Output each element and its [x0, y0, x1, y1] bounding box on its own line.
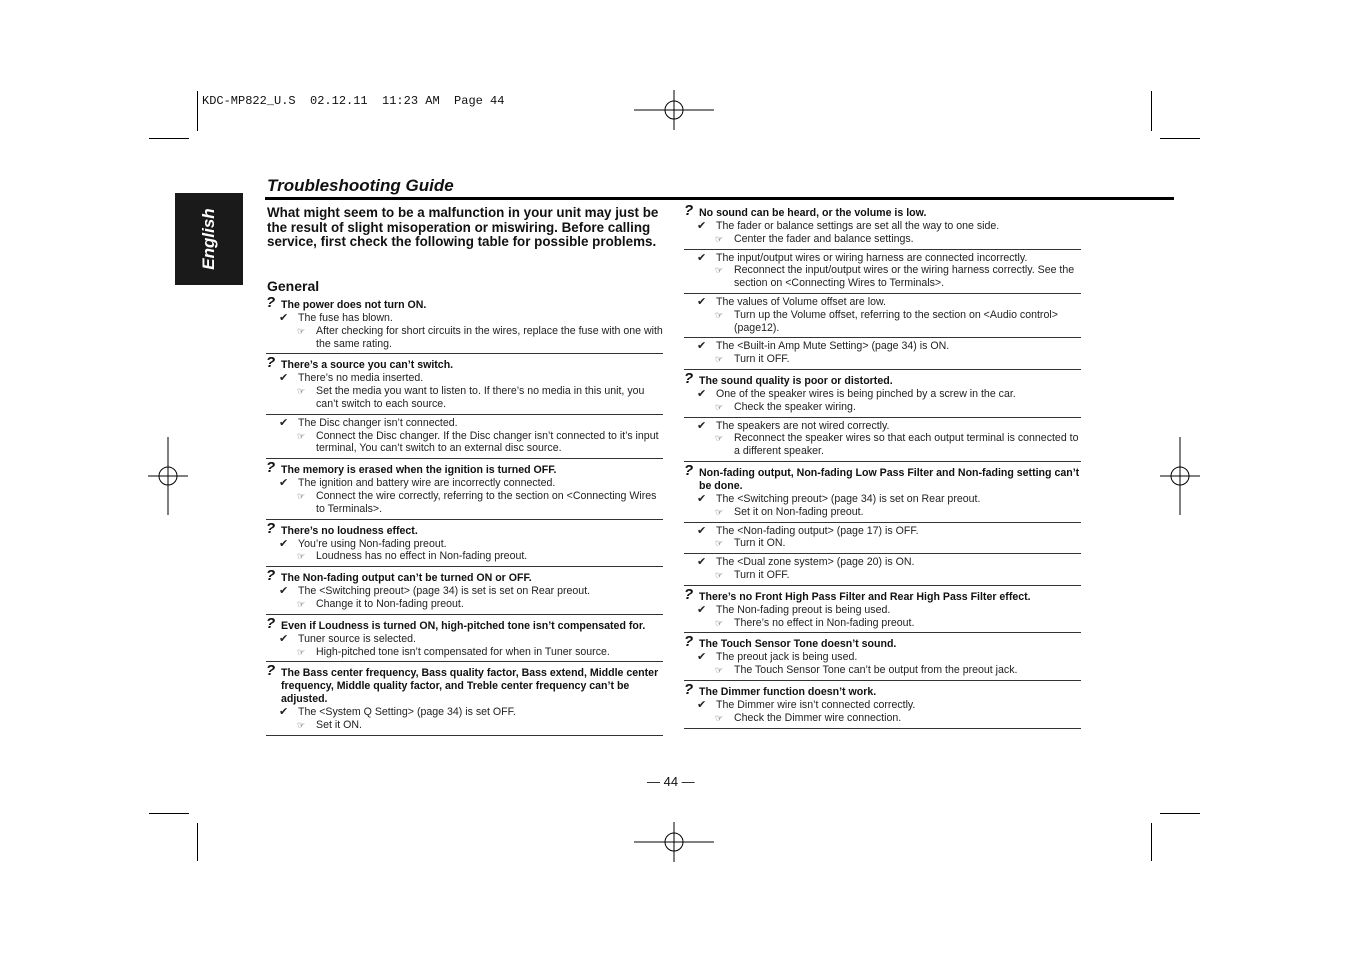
problem-block — [266, 459, 663, 519]
cause-remedy-pair — [684, 417, 1081, 458]
remedy-text: Turn it OFF. — [734, 353, 790, 366]
problem-question-text: No sound can be heard, or the volume is low. — [699, 207, 927, 219]
cause-text: The fuse has blown. — [298, 312, 393, 324]
pointing-hand-icon: ☞ — [715, 309, 724, 320]
cause-line — [266, 312, 663, 325]
cause-line — [684, 388, 1081, 401]
cause-remedy-pair — [266, 414, 663, 455]
remedy-line — [684, 432, 1081, 458]
problem-block — [684, 369, 1081, 462]
problem-question-text: The power does not turn ON. — [281, 299, 427, 311]
intro-paragraph: What might seem to be a malfunction in your unit may just be the result of slight misoperation or miswiring. Before calling service, first check the following table for possible problems. — [267, 205, 659, 250]
remedy-line — [684, 353, 1081, 366]
remedy-text: Connect the Disc changer. If the Disc changer isn’t connected to it’s input terminal, You can’t switch to an external disc source. — [316, 429, 659, 455]
problem-question-text: The memory is erased when the ignition is turned OFF. — [281, 464, 557, 477]
cause-remedy-pair — [266, 312, 663, 350]
question-icon: ? — [266, 614, 276, 632]
pointing-hand-icon: ☞ — [715, 712, 724, 723]
problem-question — [684, 369, 1081, 388]
remedy-text: Set the media you want to listen to. If there’s no media in this unit, you can’t switch to each source. — [316, 385, 645, 410]
page-number: — 44 — — [647, 774, 695, 789]
cause-remedy-pair — [266, 706, 663, 732]
cause-text: The <Switching preout> (page 34) is set is set on Rear preout. — [298, 585, 591, 598]
question-icon: ? — [684, 369, 694, 387]
cause-remedy-pair — [684, 651, 1081, 677]
language-tab-label: English — [199, 208, 218, 270]
problem-question — [684, 680, 1081, 699]
remedy-line — [684, 537, 1081, 550]
check-icon: ✔ — [697, 340, 707, 353]
remedy-line — [684, 664, 1081, 677]
remedy-line — [684, 233, 1081, 246]
pointing-hand-icon: ☞ — [715, 538, 724, 549]
problem-question-text: The sound quality is poor or distorted. — [699, 374, 893, 387]
problem-block — [684, 461, 1081, 586]
cause-text: The fader or balance settings are set all the way to one side. — [716, 220, 1000, 232]
cause-remedy-pair — [684, 493, 1081, 519]
remedy-text: Check the Dimmer wire connection. — [734, 711, 902, 724]
problem-question-text: The Dimmer function doesn’t work. — [699, 685, 877, 698]
problem-block — [266, 519, 663, 568]
pointing-hand-icon: ☞ — [297, 490, 306, 501]
page-title: Troubleshooting Guide — [267, 176, 454, 195]
cause-line — [266, 585, 663, 598]
remedy-line — [684, 712, 1081, 725]
problem-question — [266, 459, 663, 477]
pointing-hand-icon: ☞ — [715, 506, 724, 517]
cause-line — [266, 417, 663, 430]
check-icon: ✔ — [279, 632, 289, 645]
remedy-text: Turn up the Volume offset, referring to the section on <Audio control> (page12). — [734, 308, 1058, 334]
question-icon: ? — [684, 585, 694, 603]
check-icon: ✔ — [697, 387, 707, 400]
problem-question-text: The Non-fading output can’t be turned ON or OFF. — [281, 572, 532, 585]
question-icon: ? — [266, 459, 276, 477]
registration-mark-bottom — [634, 822, 714, 862]
remedy-line — [266, 550, 663, 563]
pointing-hand-icon: ☞ — [297, 325, 306, 336]
cause-line — [684, 296, 1081, 309]
language-tab — [175, 193, 243, 285]
cause-line — [684, 340, 1081, 353]
pointing-hand-icon: ☞ — [715, 233, 724, 244]
remedy-line — [684, 569, 1081, 582]
question-icon: ? — [684, 633, 694, 651]
question-icon: ? — [266, 519, 276, 537]
problem-block — [266, 354, 663, 459]
problem-question-text: Even if Loudness is turned ON, high-pitched tone isn’t compensated for. — [281, 619, 646, 632]
cause-line — [684, 556, 1081, 569]
pointing-hand-icon: ☞ — [297, 386, 306, 397]
registration-mark-top — [634, 90, 714, 130]
cause-remedy-pair — [266, 477, 663, 515]
remedy-line — [684, 264, 1081, 290]
remedy-text: Turn it OFF. — [734, 568, 790, 581]
remedy-text: The Touch Sensor Tone can’t be output from the preout jack. — [734, 664, 1018, 677]
pointing-hand-icon: ☞ — [715, 569, 724, 580]
problem-question — [266, 294, 663, 312]
remedy-line — [266, 430, 663, 456]
problem-question — [266, 567, 663, 585]
pointing-hand-icon: ☞ — [715, 433, 724, 444]
problem-block — [266, 662, 663, 736]
remedy-text: High-pitched tone isn’t compensated for when in Tuner source. — [316, 645, 610, 658]
cause-text: The <Switching preout> (page 34) is set on Rear preout. — [716, 492, 981, 505]
cause-text: The values of Volume offset are low. — [716, 295, 886, 308]
registration-mark-right — [1160, 437, 1200, 515]
left-column — [266, 294, 663, 741]
cause-line — [684, 493, 1081, 506]
remedy-line — [684, 617, 1081, 630]
cause-remedy-pair — [684, 522, 1081, 551]
cause-remedy-pair — [684, 337, 1081, 366]
problem-question — [684, 461, 1081, 493]
cause-text: The <Dual zone system> (page 20) is ON. — [716, 556, 915, 569]
remedy-line — [266, 385, 663, 411]
pointing-hand-icon: ☞ — [297, 430, 306, 441]
cause-text: Tuner source is selected. — [298, 632, 416, 645]
check-icon: ✔ — [697, 251, 707, 264]
cause-line — [684, 420, 1081, 433]
cause-line — [684, 252, 1081, 265]
remedy-line — [684, 309, 1081, 335]
remedy-text: There’s no effect in Non-fading preout. — [734, 616, 915, 629]
cause-text: One of the speaker wires is being pinched by a screw in the car. — [716, 387, 1016, 400]
check-icon: ✔ — [279, 585, 289, 598]
check-icon: ✔ — [697, 556, 707, 569]
cause-line — [684, 604, 1081, 617]
problem-block — [266, 614, 663, 663]
remedy-text: Reconnect the speaker wires so that each output terminal is connected to a different speaker. — [734, 432, 1079, 458]
pointing-hand-icon: ☞ — [297, 551, 306, 562]
print-slug: KDC-MP822_U.S 02.12.11 11:23 AM Page 44 — [202, 94, 505, 108]
cause-remedy-pair — [684, 604, 1081, 630]
cause-text: The <System Q Setting> (page 34) is set OFF. — [298, 706, 516, 719]
cause-remedy-pair — [266, 538, 663, 564]
pointing-hand-icon: ☞ — [297, 598, 306, 609]
cause-text: The <Non-fading output> (page 17) is OFF. — [716, 524, 919, 537]
pointing-hand-icon: ☞ — [715, 354, 724, 365]
check-icon: ✔ — [697, 651, 707, 664]
check-icon: ✔ — [279, 312, 289, 324]
cause-remedy-pair — [266, 585, 663, 611]
cause-text: The input/output wires or wiring harness are connected incorrectly. — [716, 251, 1028, 264]
check-icon: ✔ — [697, 698, 707, 711]
problem-question — [266, 614, 663, 633]
remedy-text: Set it on Non-fading preout. — [734, 505, 864, 518]
remedy-text: Check the speaker wiring. — [734, 400, 856, 413]
pointing-hand-icon: ☞ — [715, 665, 724, 676]
check-icon: ✔ — [697, 295, 707, 308]
pointing-hand-icon: ☞ — [715, 617, 724, 628]
check-icon: ✔ — [279, 416, 289, 429]
registration-mark-left — [148, 437, 188, 515]
section-heading: General — [267, 278, 320, 294]
problem-block — [684, 680, 1081, 729]
cause-line — [684, 651, 1081, 664]
question-icon: ? — [266, 354, 276, 372]
cause-line — [266, 633, 663, 646]
cause-line — [684, 220, 1081, 233]
remedy-text: Set it ON. — [316, 719, 362, 732]
cause-remedy-pair — [684, 220, 1081, 246]
problem-question — [684, 585, 1081, 604]
problem-question-text: There’s no loudness effect. — [281, 524, 418, 537]
cause-remedy-pair — [266, 633, 663, 659]
question-icon: ? — [266, 294, 276, 311]
problem-question — [266, 519, 663, 538]
cause-line — [266, 706, 663, 719]
problem-question-text: There’s no Front High Pass Filter and Rear High Pass Filter effect. — [699, 590, 1031, 603]
cause-text: The Non-fading preout is being used. — [716, 603, 891, 616]
problem-question-text: There’s a source you can’t switch. — [281, 359, 454, 372]
cause-remedy-pair — [684, 553, 1081, 582]
remedy-text: Change it to Non-fading preout. — [316, 597, 464, 610]
question-icon: ? — [684, 461, 694, 479]
remedy-text: Turn it ON. — [734, 537, 786, 550]
remedy-line — [684, 401, 1081, 414]
cause-text: The ignition and battery wire are incorrectly connected. — [298, 477, 556, 490]
remedy-text: Center the fader and balance settings. — [734, 232, 914, 245]
cause-remedy-pair — [684, 699, 1081, 725]
cause-line — [684, 699, 1081, 712]
cause-remedy-pair — [684, 293, 1081, 334]
check-icon: ✔ — [279, 477, 289, 490]
question-icon: ? — [684, 202, 694, 219]
pointing-hand-icon: ☞ — [715, 265, 724, 276]
problem-block — [684, 202, 1081, 370]
remedy-line — [266, 598, 663, 611]
check-icon: ✔ — [697, 524, 707, 537]
check-icon: ✔ — [697, 220, 707, 232]
cause-text: There’s no media inserted. — [298, 372, 424, 385]
remedy-line — [266, 490, 663, 516]
pointing-hand-icon: ☞ — [715, 401, 724, 412]
right-column — [684, 202, 1081, 734]
remedy-text: Reconnect the input/output wires or the wiring harness correctly. See the section on <Connecting Wires to Terminals>. — [734, 264, 1075, 290]
problem-question-text: Non-fading output, Non-fading Low Pass Filter and Non-fading setting can’t be done. — [699, 466, 1080, 492]
problem-question — [684, 633, 1081, 651]
title-rule — [265, 197, 1174, 200]
check-icon: ✔ — [697, 603, 707, 616]
question-icon: ? — [266, 662, 276, 680]
problem-block — [266, 567, 663, 615]
remedy-line — [266, 325, 663, 351]
cause-text: The Dimmer wire isn’t connected correctly. — [716, 698, 916, 711]
remedy-text: Loudness has no effect in Non-fading preout. — [316, 550, 528, 563]
cause-line — [266, 538, 663, 551]
check-icon: ✔ — [697, 419, 707, 432]
cause-line — [266, 477, 663, 490]
remedy-line — [266, 646, 663, 659]
cause-remedy-pair — [266, 372, 663, 410]
problem-block — [684, 585, 1081, 634]
check-icon: ✔ — [279, 372, 289, 385]
cause-text: You’re using Non-fading preout. — [298, 537, 447, 550]
remedy-text: Connect the wire correctly, referring to the section on <Connecting Wires to Terminals>. — [316, 489, 657, 515]
problem-block — [266, 294, 663, 354]
cause-text: The speakers are not wired correctly. — [716, 419, 890, 432]
question-icon: ? — [684, 680, 694, 698]
check-icon: ✔ — [279, 537, 289, 550]
cause-line — [684, 525, 1081, 538]
remedy-text: After checking for short circuits in the wires, replace the fuse with one with the same rating. — [316, 324, 663, 350]
problem-question-text: The Bass center frequency, Bass quality factor, Bass extend, Middle center frequency, Middle quality factor, and Treble center frequency can’t be adjusted. — [281, 667, 659, 706]
cause-remedy-pair — [684, 249, 1081, 290]
check-icon: ✔ — [697, 492, 707, 505]
cause-remedy-pair — [684, 388, 1081, 414]
problem-question — [684, 202, 1081, 220]
cause-text: The <Built-in Amp Mute Setting> (page 34) is ON. — [716, 340, 950, 353]
pointing-hand-icon: ☞ — [297, 720, 306, 731]
pointing-hand-icon: ☞ — [297, 646, 306, 657]
cause-text: The Disc changer isn’t connected. — [298, 416, 458, 429]
check-icon: ✔ — [279, 706, 289, 719]
remedy-line — [266, 719, 663, 732]
cause-text: The preout jack is being used. — [716, 651, 858, 664]
problem-question — [266, 662, 663, 706]
cause-line — [266, 372, 663, 385]
problem-block — [684, 633, 1081, 681]
problem-question-text: The Touch Sensor Tone doesn’t sound. — [699, 638, 897, 651]
remedy-line — [684, 506, 1081, 519]
question-icon: ? — [266, 567, 276, 585]
problem-question — [266, 354, 663, 372]
